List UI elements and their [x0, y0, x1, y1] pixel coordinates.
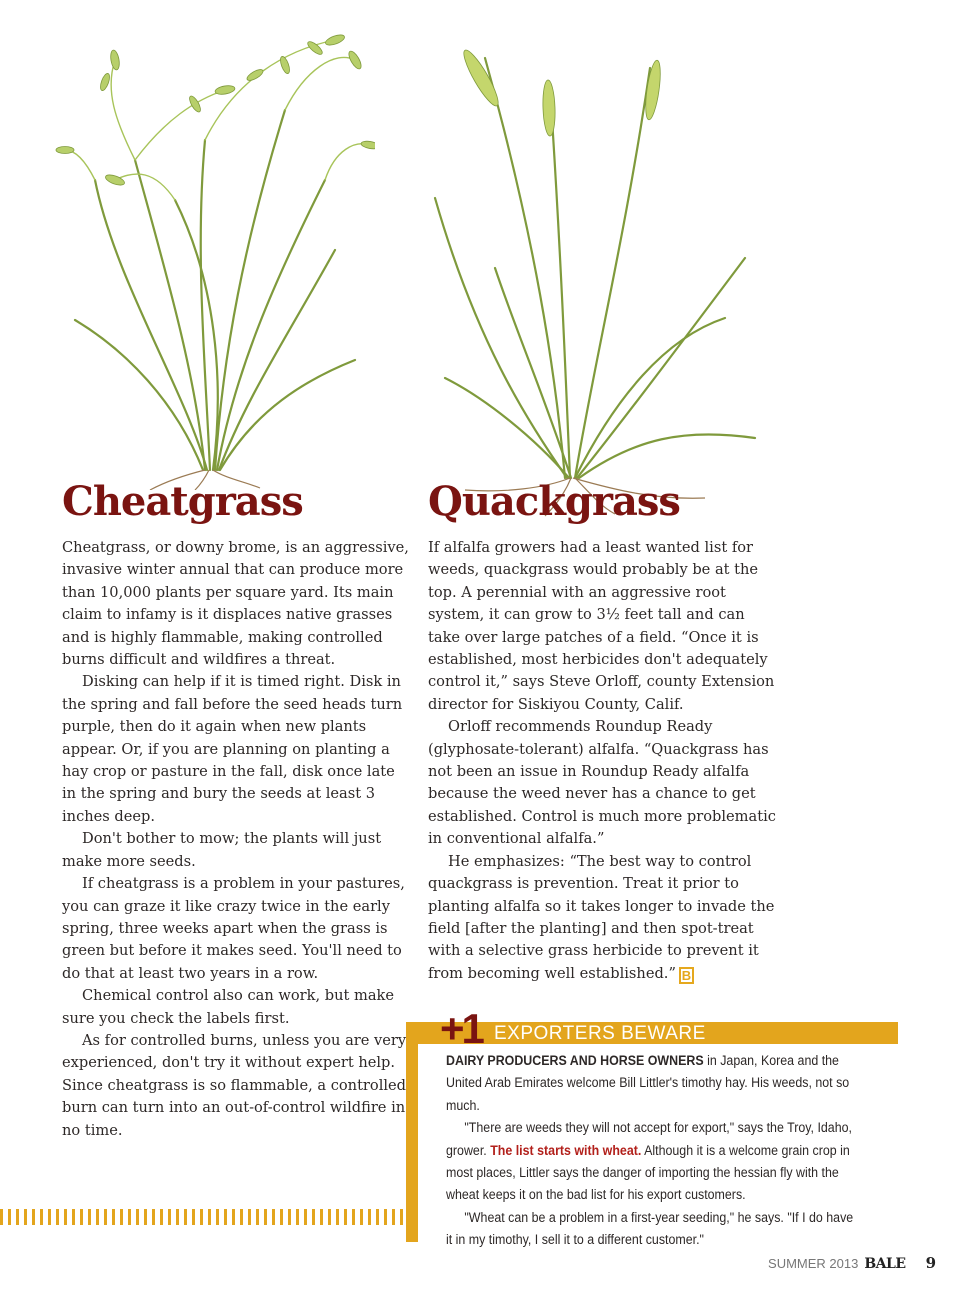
- cheatgrass-heading: Cheatgrass: [62, 478, 303, 525]
- paragraph: Don't bother to mow; the plants will just make more seeds.: [62, 830, 382, 870]
- paragraph: "There are weeds they will not accept for export," says the Troy, Idaho, grower. The list starts with wheat. Although it is a welcome grain crop in most places, Littler says the danger of importing the hessian fly with the wheat keeps it on the bad list for his export customers.: [446, 1120, 852, 1203]
- quackgrass-illustration: [425, 38, 785, 518]
- sidebar-body: [446, 1050, 862, 1252]
- magazine-logo: BALE: [864, 1256, 906, 1272]
- paragraph: Chemical control also can work, but make sure you check the labels first.: [62, 987, 395, 1027]
- sidebar-rail: [406, 1022, 418, 1242]
- paragraph: He emphasizes: “The best way to control quackgrass is prevention. Treat it prior to planting alfalfa so it takes longer to invade the field [after the planting] and then spot-treat with a selective grass herbicide to prevent it from becoming well established.” B: [428, 852, 775, 983]
- sidebar-title: EXPORTERS BEWARE: [494, 1023, 706, 1044]
- quackgrass-article: [428, 537, 778, 985]
- page-footer: [768, 1254, 936, 1274]
- page-number: 9: [925, 1254, 936, 1272]
- end-mark-icon: B: [679, 967, 694, 984]
- quackgrass-heading: Quackgrass: [428, 478, 680, 525]
- cheatgrass-article: [62, 537, 412, 1142]
- decorative-tick-bar: [0, 1209, 406, 1225]
- paragraph: DAIRY PRODUCERS AND HORSE OWNERS in Japan, Korea and the United Arab Emirates welcome Bill Littler's timothy hay. His weeds, not so much.: [446, 1053, 850, 1113]
- paragraph: Orloff recommends Roundup Ready (glyphosate-tolerant) alfalfa. “Quackgrass has not been an issue in Roundup Ready alfalfa because the weed never has a chance to get established. Control is much more problematic in conventional alfalfa.”: [428, 718, 776, 848]
- paragraph: If cheatgrass is a problem in your pastures, you can graze it like crazy twice in the early spring, three weeks apart when the grass is green but before it makes seed. You'll need to do that at least two years in a row.: [62, 875, 405, 982]
- paragraph: Cheatgrass, or downy brome, is an aggressive, invasive winter annual that can produce more than 10,000 plants per square yard. Its main claim to infamy is it displaces native grasses and is highly flammable, making controlled burns difficult and wildfires a threat.: [62, 539, 409, 669]
- paragraph: "Wheat can be a problem in a first-year seeding," he says. "If I do have it in my timothy, I sell it to a different customer.": [446, 1209, 854, 1248]
- paragraph: If alfalfa growers had a least wanted list for weeds, quackgrass would probably be at the top. A perennial with an aggressive root system, it can grow to 3½ feet tall and can take over large patches of a field. “Once it is established, most herbicides don't adequately control it,” says Steve Orloff, county Extension director for Siskiyou County, Calif.: [428, 539, 775, 713]
- plus-one-badge: +1: [440, 1005, 482, 1052]
- highlight-text: The list starts with wheat.: [490, 1142, 642, 1158]
- paragraph: Disking can help if it is timed right. Disk in the spring and fall before the seed heads turn purple, then do it again when new plants appear. Or, if you are planning on planting a hay crop or pasture in the fall, disk once late in the spring and bury the seeds at least 3 inches deep.: [62, 673, 403, 825]
- paragraph: As for controlled burns, unless you are very experienced, don't try it without expert help. Since cheatgrass is so flammable, a controlled burn can turn into an out-of-control wildfire in no time.: [62, 1031, 407, 1139]
- issue-season: SUMMER 2013: [768, 1256, 859, 1271]
- cheatgrass-illustration: [55, 20, 375, 490]
